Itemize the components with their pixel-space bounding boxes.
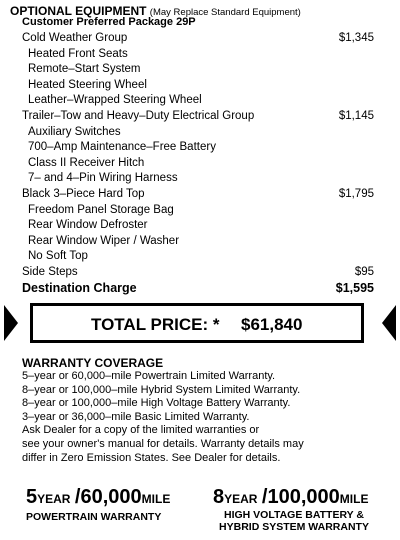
option-label: Rear Window Defroster: [28, 219, 148, 232]
powertrain-badge: [26, 486, 170, 509]
battery-caption-line2: HYBRID SYSTEM WARRANTY: [219, 521, 369, 533]
right-arrow-icon: [382, 305, 396, 341]
badge-year-unit: YEAR: [37, 492, 71, 506]
option-label: Freedom Panel Storage Bag: [28, 203, 174, 216]
warranty-title: WARRANTY COVERAGE: [22, 356, 164, 370]
option-group: [0, 264, 400, 281]
total-value: $61,840: [241, 315, 303, 334]
battery-caption-line1: HIGH VOLTAGE BATTERY &: [223, 509, 364, 521]
warranty-line: see your owner's manual for details. Warranty details may: [22, 438, 304, 450]
option-sub-item: [0, 124, 400, 141]
option-price: $95: [354, 266, 374, 278]
badge-slash: /: [261, 486, 268, 508]
left-arrow-icon: [4, 305, 18, 341]
option-label: Heated Steering Wheel: [28, 78, 147, 91]
option-sub-item: [0, 170, 400, 187]
badge-slash: /: [74, 486, 81, 508]
badge-years: 8: [213, 486, 225, 508]
option-sub-item: [0, 139, 400, 156]
option-sub-item: [0, 248, 400, 265]
badge-year-unit: YEAR: [224, 492, 258, 506]
option-sub-item: [0, 92, 400, 109]
option-label: Leather–Wrapped Steering Wheel: [28, 94, 202, 107]
powertrain-caption: POWERTRAIN WARRANTY: [26, 511, 162, 523]
option-sub-item: [0, 155, 400, 172]
warranty-line: 5–year or 60,000–mile Powertrain Limited Warranty.: [22, 370, 276, 382]
option-label: 7– and 4–Pin Wiring Harness: [28, 172, 178, 185]
badge-miles: 60,000: [80, 486, 142, 508]
warranty-line: 8–year or 100,000–mile High Voltage Battery Warranty.: [22, 397, 291, 410]
option-price: $1,345: [338, 32, 374, 44]
option-group: [0, 108, 400, 125]
header-title: OPTIONAL EQUIPMENT: [10, 4, 147, 18]
option-label: No Soft Top: [28, 250, 88, 263]
option-label: Cold Weather Group: [22, 32, 128, 44]
option-label: Auxiliary Switches: [28, 125, 121, 138]
option-sub-item: [0, 233, 400, 250]
option-label: Side Steps: [22, 266, 78, 278]
warranty-line: 3–year or 36,000–mile Basic Limited Warranty.: [22, 410, 250, 423]
badge-mile-unit: MILE: [141, 492, 171, 506]
option-group: [0, 30, 400, 47]
option-sub-item: [0, 46, 400, 63]
option-group: [0, 186, 400, 203]
option-label: 700–Amp Maintenance–Free Battery: [28, 141, 216, 154]
option-sub-item: [0, 217, 400, 234]
option-sub-item: [0, 77, 400, 94]
option-label: Class II Receiver Hitch: [28, 156, 145, 169]
option-label: Black 3–Piece Hard Top: [22, 188, 145, 200]
badge-mile-unit: MILE: [339, 492, 369, 506]
option-label: Heated Front Seats: [28, 47, 128, 60]
total-label: TOTAL PRICE: *: [91, 315, 220, 334]
option-sub-item: [0, 61, 400, 78]
option-label: Trailer–Tow and Heavy–Duty Electrical Group: [22, 110, 255, 122]
destination-price: $1,595: [335, 281, 374, 295]
destination-label: Destination Charge: [22, 281, 137, 295]
package-name: Customer Preferred Package 29P: [22, 16, 196, 28]
battery-caption: [215, 509, 373, 533]
warranty-line: 8–year or 100,000–mile Hybrid System Limited Warranty.: [22, 383, 301, 396]
header-subtitle: (May Replace Standard Equipment): [149, 7, 301, 18]
warranty-line: Ask Dealer for a copy of the limited warranties or: [22, 424, 260, 437]
option-price: $1,145: [338, 110, 374, 122]
badge-years: 5: [26, 486, 38, 508]
option-label: Rear Window Wiper / Washer: [28, 234, 180, 247]
option-sub-item: [0, 202, 400, 219]
battery-badge: [213, 486, 368, 509]
option-price: $1,795: [338, 188, 374, 200]
option-label: Remote–Start System: [28, 63, 141, 76]
warranty-line: differ in Zero Emission States. See Dealer for details.: [22, 451, 281, 464]
badge-miles: 100,000: [267, 486, 340, 508]
total-price-box: [30, 303, 364, 343]
